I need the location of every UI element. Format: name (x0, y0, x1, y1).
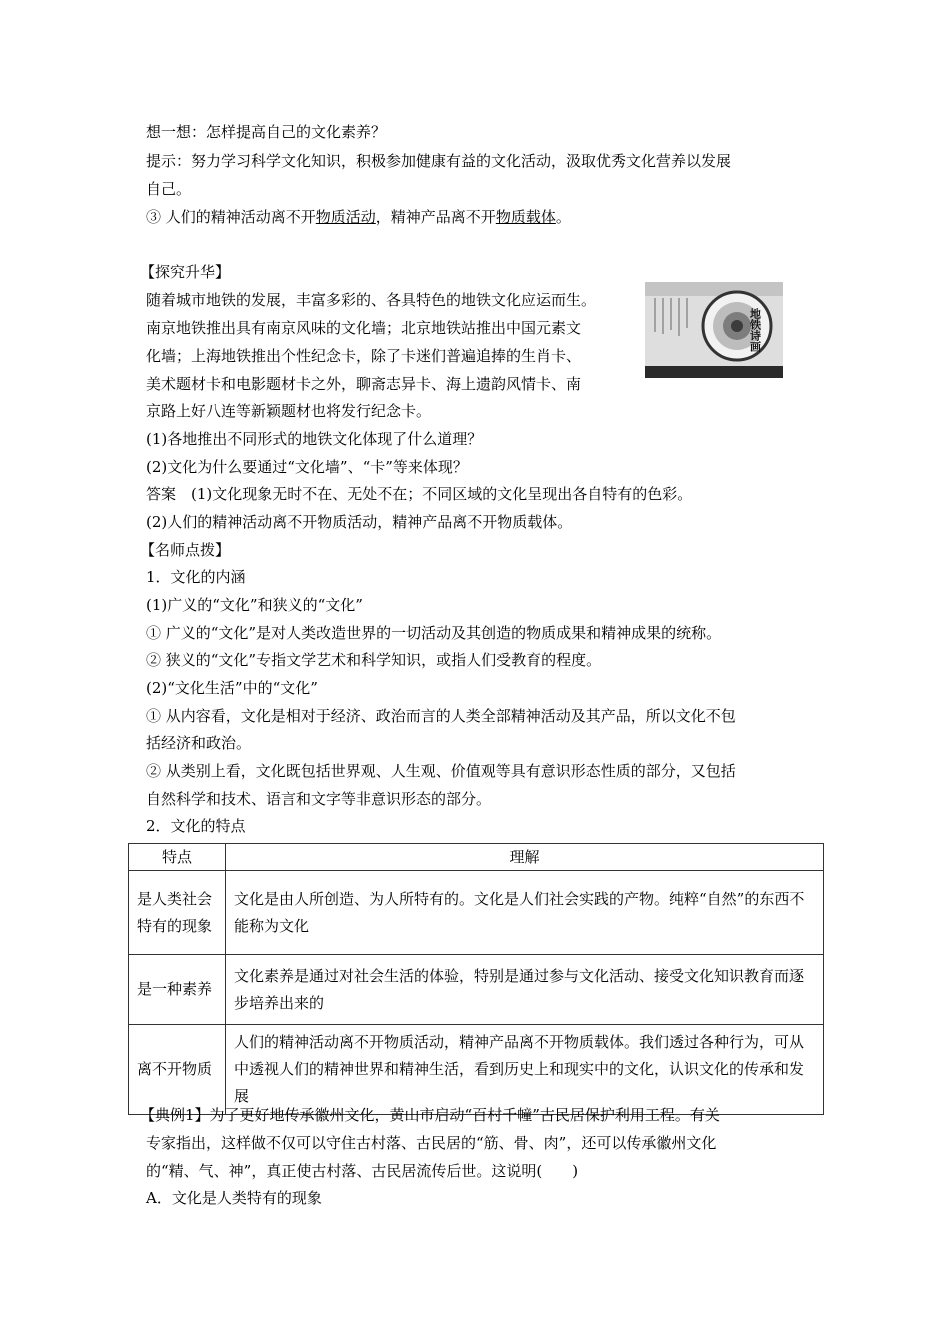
desc-cell: 人们的精神活动离不开物质活动，精神产品离不开物质载体。我们透过各种行为，可从中透视人们的精神世界和精神生活，看到历史上和现实中的文化，认识文化的传承和发展 (226, 1025, 824, 1115)
feature-cell: 是人类社会特有的现象 (129, 871, 226, 955)
table-row (129, 871, 824, 955)
answer-1: 答案 (1)文化现象无时不在、无处不在；不同区域的文化呈现出各自特有的色彩。 (146, 485, 693, 503)
section-1-2-b-line-1: ② 从类别上看，文化既包括世界观、人生观、价值观等具有意识形态性质的部分，又包括 (146, 762, 736, 780)
hint-line-1: 提示：努力学习科学文化知识，积极参加健康有益的文化活动，汲取优秀文化营养以发展 (146, 152, 732, 170)
feature-cell: 是一种素养 (129, 955, 226, 1025)
underlined-material-carrier: 物质载体 (495, 208, 556, 226)
table-header-row (129, 844, 824, 871)
subway-poetry-image (645, 282, 783, 378)
section-1-title: 1．文化的内涵 (146, 568, 246, 586)
section-2-title: 2．文化的特点 (146, 817, 246, 835)
answer-2: (2)人们的精神活动离不开物质活动，精神产品离不开物质载体。 (146, 513, 573, 531)
explore-heading: 【探究升华】 (140, 263, 231, 281)
subway-tunnel-illustration (645, 282, 783, 378)
section-1-2-b-line-2: 自然科学和技术、语言和文字等非意识形态的部分。 (146, 790, 492, 808)
example-line-3: 的“精、气、神”，真正使古村落、古民居流传后世。这说明( ) (146, 1162, 579, 1180)
example-line-1: 【典例1】为了更好地传承徽州文化，黄山市启动“百村千幢”古民居保护利用工程。有关 (140, 1106, 720, 1124)
culture-features-table (128, 843, 824, 1115)
section-1-1-a: ① 广义的“文化”是对人类改造世界的一切活动及其创造的物质成果和精神成果的统称。 (146, 624, 722, 642)
option-a[interactable]: A．文化是人类特有的现象 (146, 1189, 322, 1207)
point-3-suffix: 。 (555, 208, 571, 226)
explore-line-4: 美术题材卡和电影题材卡之外，聊斋志异卡、海上遗韵风情卡、南 (146, 375, 582, 393)
table-row (129, 1025, 824, 1115)
teacher-heading: 【名师点拨】 (140, 541, 231, 559)
point-3-prefix: ③ 人们的精神活动离不开 (146, 208, 316, 226)
header-feature: 特点 (129, 844, 226, 871)
question-2: (2)文化为什么要通过“文化墙”、“卡”等来体现？ (146, 458, 468, 476)
section-1-2: (2)“文化生活”中的“文化” (146, 679, 318, 697)
point-3 (146, 207, 571, 227)
section-1-1: (1)广义的“文化”和狭义的“文化” (146, 596, 363, 614)
feature-cell: 离不开物质 (129, 1025, 226, 1115)
section-1-2-a-line-1: ① 从内容看，文化是相对于经济、政治而言的人类全部精神活动及其产品，所以文化不包 (146, 707, 736, 725)
hint-line-2: 自己。 (146, 180, 192, 198)
desc-cell: 文化是由人所创造、为人所特有的。文化是人们社会实践的产物。纯粹“自然”的东西不能称为文化 (226, 871, 824, 955)
explore-line-5: 京路上好八连等新颖题材也将发行纪念卡。 (146, 402, 432, 420)
think-question: 想一想：怎样提高自己的文化素养？ (146, 123, 387, 141)
section-1-2-a-line-2: 括经济和政治。 (146, 734, 252, 752)
table-row (129, 955, 824, 1025)
explore-line-1: 随着城市地铁的发展，丰富多彩的、各具特色的地铁文化应运而生。 (146, 291, 597, 309)
explore-line-3: 化墙；上海地铁推出个性纪念卡，除了卡迷们普遍追捧的生肖卡、 (146, 347, 582, 365)
question-1: (1)各地推出不同形式的地铁文化体现了什么道理？ (146, 430, 483, 448)
header-understanding: 理解 (226, 844, 824, 871)
desc-cell: 文化素养是通过对社会生活的体验，特别是通过参与文化活动、接受文化知识教育而逐步培养出来的 (226, 955, 824, 1025)
example-line-2: 专家指出，这样做不仅可以守住古村落、古民居的“筋、骨、肉”，还可以传承徽州文化 (146, 1134, 717, 1152)
image-title: 地铁诗画 (748, 308, 762, 352)
section-1-1-b: ② 狭义的“文化”专指文学艺术和科学知识，或指人们受教育的程度。 (146, 651, 602, 669)
explore-line-2: 南京地铁推出具有南京风味的文化墙；北京地铁站推出中国元素文 (146, 319, 582, 337)
point-3-mid: ，精神产品离不开 (375, 208, 496, 226)
underlined-material-activity: 物质活动 (315, 208, 376, 226)
